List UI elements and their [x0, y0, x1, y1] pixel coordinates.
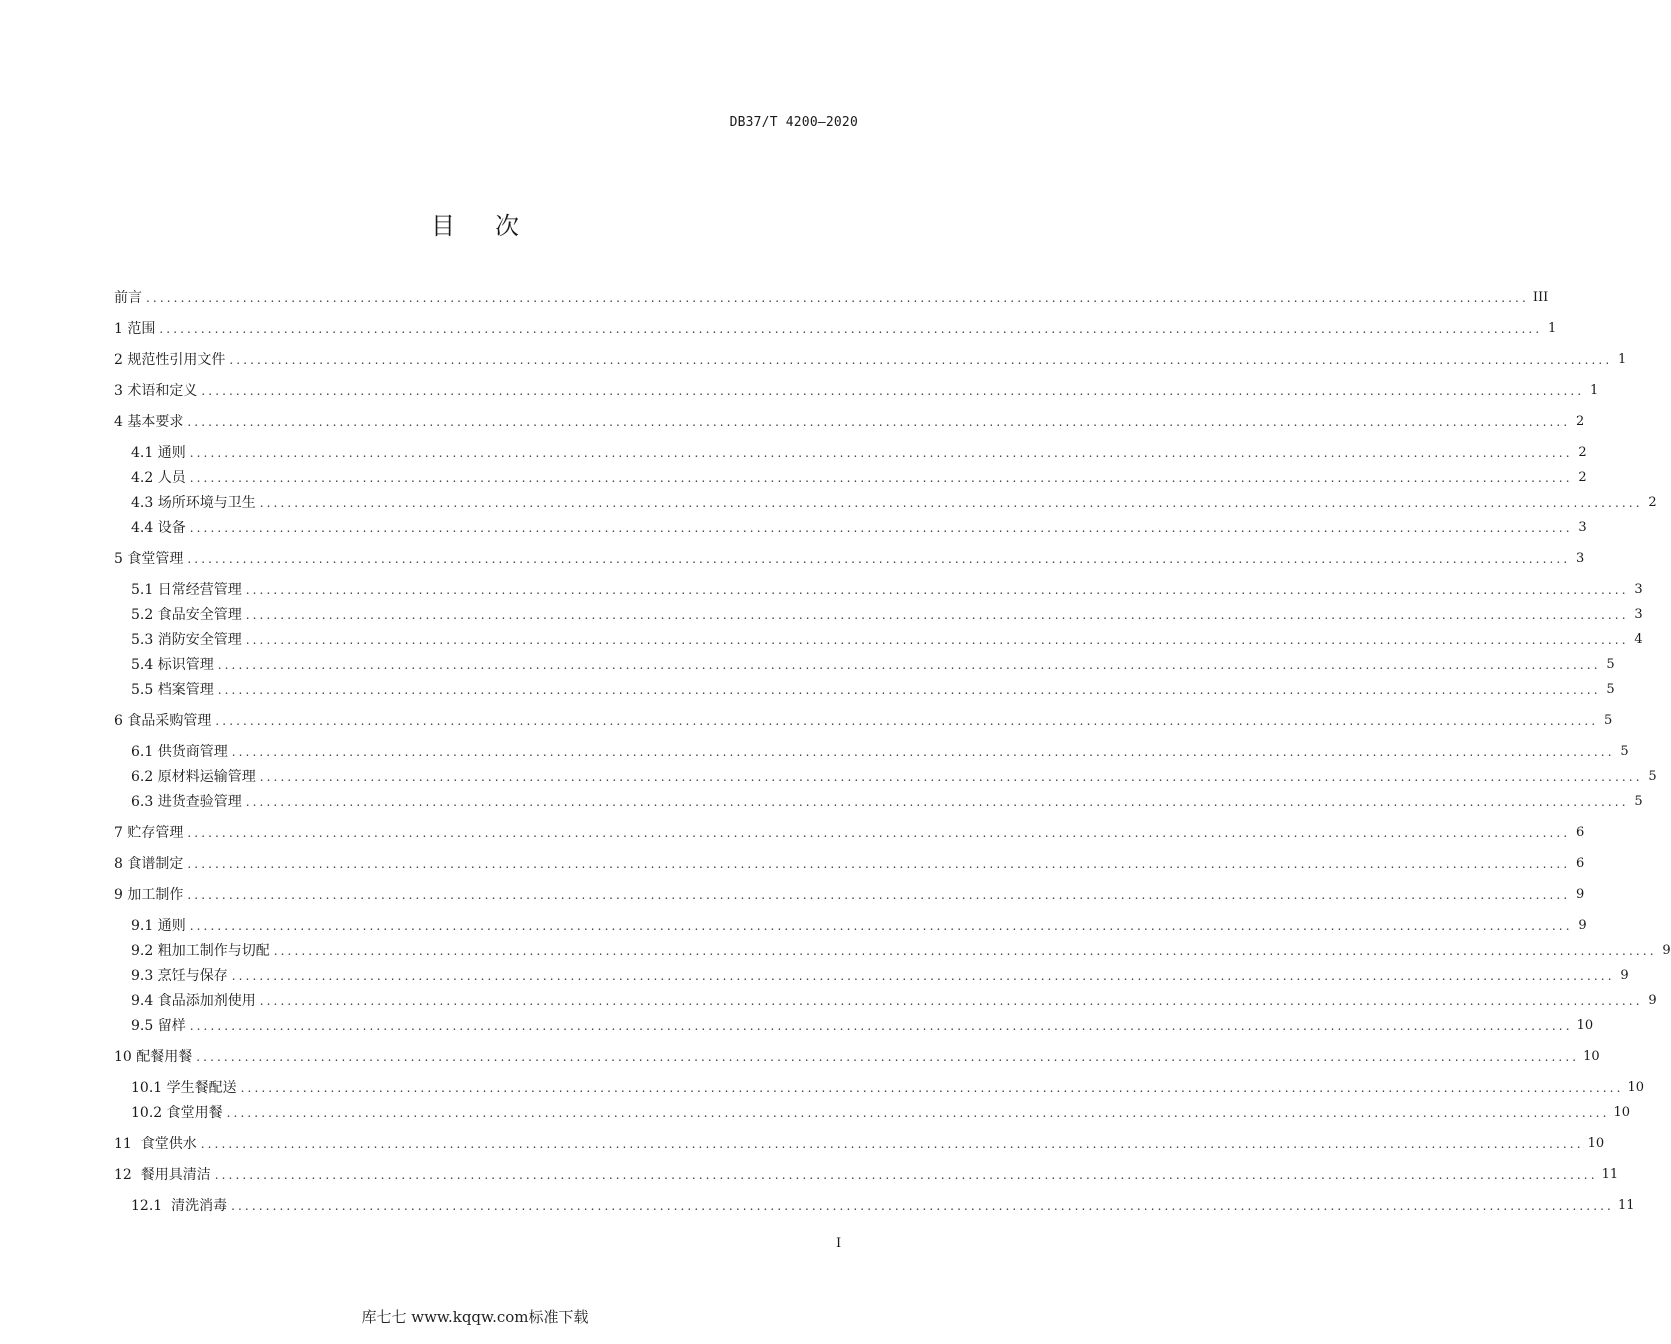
toc-entry[interactable] [131, 1103, 1631, 1123]
toc-entry[interactable] [131, 767, 1657, 787]
toc-entry-label: 4.4 设备 [131, 520, 186, 536]
footer-watermark: 库七七 www.kqqw.com标准下载 [361, 1308, 589, 1326]
toc-entry-page: 9 [1575, 887, 1585, 902]
toc-leader-dots: ........................................................................................................................................................................................................ [229, 353, 1613, 367]
toc-entry[interactable] [131, 655, 1615, 675]
toc-entry[interactable] [114, 1047, 1600, 1067]
toc-entry-label: 8 食谱制定 [114, 856, 184, 872]
toc-entry-label: 5.5 档案管理 [131, 682, 214, 698]
toc-entry-label: 10 配餐用餐 [114, 1049, 193, 1065]
toc-entry[interactable] [131, 493, 1657, 513]
toc-entry[interactable] [114, 1165, 1619, 1185]
toc-entry-page: 5 [1606, 657, 1615, 672]
toc-leader-dots: ........................................................................................................................................................................................................ [217, 658, 1601, 672]
toc-entry[interactable] [131, 605, 1643, 625]
toc-entry-label: 5.4 标识管理 [131, 657, 214, 673]
toc-entry[interactable] [114, 885, 1585, 905]
toc-leader-dots: ........................................................................................................................................................................................................ [196, 1050, 1580, 1064]
toc-leader-dots: ........................................................................................................................................................................................................ [200, 1137, 1584, 1151]
toc-entry-page: 1 [1589, 383, 1599, 398]
toc-leader-dots: ........................................................................................................................................................................................................ [245, 795, 1629, 809]
toc-entry-page: 4 [1634, 632, 1643, 647]
toc-entry-label: 10.1 学生餐配送 [131, 1080, 237, 1096]
toc-entry-label: 9.2 粗加工制作与切配 [131, 943, 270, 959]
toc-entry-page: 10 [1583, 1049, 1600, 1064]
toc-leader-dots: ........................................................................................................................................................................................................ [273, 944, 1657, 958]
toc-entry-label: 11 食堂供水 [114, 1136, 197, 1152]
toc-entry-page: 10 [1576, 1018, 1594, 1033]
toc-entry[interactable] [131, 518, 1587, 538]
toc-entry-label: 6 食品采购管理 [114, 713, 212, 729]
toc-leader-dots: ........................................................................................................................................................................................................ [231, 969, 1615, 983]
page-number: I [836, 1236, 842, 1251]
toc-entry[interactable] [131, 1078, 1645, 1098]
toc-leader-dots: ........................................................................................................................................................................................................ [187, 552, 1571, 566]
toc-entry[interactable] [114, 549, 1585, 569]
toc-leader-dots: ........................................................................................................................................................................................................ [187, 888, 1571, 902]
toc-entry-page: 5 [1603, 713, 1613, 728]
toc-entry[interactable] [131, 1016, 1594, 1036]
toc-leader-dots: ........................................................................................................................................................................................................ [189, 521, 1573, 535]
toc-entry-label: 9.5 留样 [131, 1018, 186, 1034]
toc-entry-page: 3 [1634, 582, 1643, 597]
toc-leader-dots: ........................................................................................................................................................................................................ [259, 496, 1643, 510]
toc-entry-label: 3 术语和定义 [114, 383, 198, 399]
toc-leader-dots: ........................................................................................................................................................................................................ [245, 633, 1629, 647]
toc-entry-page: 3 [1634, 607, 1643, 622]
toc-leader-dots: ........................................................................................................................................................................................................ [189, 919, 1573, 933]
toc-entry-label: 5 食堂管理 [114, 551, 184, 567]
toc-leader-dots: ........................................................................................................................................................................................................ [187, 857, 1571, 871]
toc-entry[interactable] [131, 742, 1629, 762]
toc-leader-dots: ........................................................................................................................................................................................................ [189, 471, 1573, 485]
toc-entry-page: 1 [1617, 352, 1627, 367]
toc-entry-page: 5 [1606, 682, 1615, 697]
toc-entry-page: 10 [1627, 1080, 1645, 1095]
toc-entry-page: 2 [1578, 470, 1587, 485]
toc-entry[interactable] [131, 941, 1671, 961]
toc-entry-label: 9 加工制作 [114, 887, 184, 903]
toc-leader-dots: ........................................................................................................................................................................................................ [259, 770, 1643, 784]
toc-leader-dots: ........................................................................................................................................................................................................ [259, 994, 1643, 1008]
toc-entry[interactable] [114, 823, 1585, 843]
toc-entry-label: 7 贮存管理 [114, 825, 184, 841]
toc-entry[interactable] [131, 966, 1629, 986]
toc-entry[interactable] [114, 854, 1585, 874]
toc-leader-dots: ........................................................................................................................................................................................................ [245, 583, 1629, 597]
toc-entry[interactable] [131, 680, 1615, 700]
toc-entry[interactable] [114, 412, 1585, 432]
toc-entry[interactable] [131, 580, 1643, 600]
toc-entry-page: 6 [1575, 856, 1585, 871]
toc-entry-label: 4.1 通则 [131, 445, 186, 461]
toc-leader-dots: ........................................................................................................................................................................................................ [240, 1081, 1624, 1095]
toc-entry-label: 6.2 原材料运输管理 [131, 769, 256, 785]
toc-entry[interactable] [114, 288, 1549, 308]
toc-entry-label: 9.4 食品添加剂使用 [131, 993, 256, 1009]
toc-entry-label: 5.2 食品安全管理 [131, 607, 242, 623]
toc-entry-page: 9 [1648, 993, 1657, 1008]
toc-entry[interactable] [114, 711, 1613, 731]
toc-entry-page: 2 [1578, 445, 1587, 460]
toc-leader-dots: ........................................................................................................................................................................................................ [189, 446, 1573, 460]
toc-leader-dots: ........................................................................................................................................................................................................ [187, 415, 1571, 429]
toc-entry[interactable] [131, 1196, 1635, 1216]
toc-entry[interactable] [114, 350, 1627, 370]
toc-entry-page: 6 [1575, 825, 1585, 840]
toc-leader-dots: ........................................................................................................................................................................................................ [201, 384, 1585, 398]
toc-entry-label: 9.3 烹饪与保存 [131, 968, 228, 984]
toc-entry[interactable] [131, 792, 1643, 812]
toc-entry[interactable] [131, 991, 1657, 1011]
toc-entry-label: 4.3 场所环境与卫生 [131, 495, 256, 511]
toc-leader-dots: ........................................................................................................................................................................................................ [159, 322, 1543, 336]
toc-entry[interactable] [131, 630, 1643, 650]
toc-entry-label: 6.1 供货商管理 [131, 744, 228, 760]
toc-entry-page: 3 [1578, 520, 1587, 535]
toc-entry-page: 5 [1620, 744, 1629, 759]
toc-entry-label: 12 餐用具清洁 [114, 1167, 211, 1183]
toc-entry-page: 9 [1578, 918, 1587, 933]
toc-leader-dots: ........................................................................................................................................................................................................ [231, 1199, 1614, 1213]
toc-leader-dots: ........................................................................................................................................................................................................ [226, 1106, 1610, 1120]
toc-entry-page: III [1532, 290, 1549, 305]
toc-entry-label: 4.2 人员 [131, 470, 186, 486]
toc-entry-page: 5 [1648, 769, 1657, 784]
toc-entry-label: 9.1 通则 [131, 918, 186, 934]
toc-entry-label: 6.3 进货查验管理 [131, 794, 242, 810]
toc-leader-dots: ........................................................................................................................................................................................................ [245, 608, 1629, 622]
toc-entry[interactable] [131, 468, 1587, 488]
toc-entry[interactable] [114, 381, 1599, 401]
toc-entry-page: 1 [1547, 321, 1557, 336]
toc-entry-page: 9 [1662, 943, 1671, 958]
toc-leader-dots: ........................................................................................................................................................................................................ [189, 1019, 1573, 1033]
toc-leader-dots: ........................................................................................................................................................................................................ [146, 291, 1529, 305]
document-code: DB37/T 4200—2020 [729, 115, 858, 130]
toc-entry-label: 5.3 消防安全管理 [131, 632, 242, 648]
toc-entry[interactable] [131, 916, 1587, 936]
toc-entry-label: 1 范围 [114, 321, 156, 337]
toc-entry[interactable] [114, 1134, 1605, 1154]
toc-entry-label: 2 规范性引用文件 [114, 352, 226, 368]
toc-entry-label: 12.1 清洗消毒 [131, 1198, 228, 1214]
toc-entry-page: 2 [1648, 495, 1657, 510]
toc-leader-dots: ........................................................................................................................................................................................................ [217, 683, 1601, 697]
toc-entry-page: 2 [1575, 414, 1585, 429]
toc-entry-label: 4 基本要求 [114, 414, 184, 430]
toc-entry-page: 9 [1620, 968, 1629, 983]
toc-leader-dots: ........................................................................................................................................................................................................ [215, 714, 1599, 728]
toc-leader-dots: ........................................................................................................................................................................................................ [187, 826, 1571, 840]
toc-leader-dots: ........................................................................................................................................................................................................ [231, 745, 1615, 759]
toc-entry-label: 5.1 日常经营管理 [131, 582, 242, 598]
toc-entry-page: 10 [1613, 1105, 1631, 1120]
toc-entry-label: 前言 [114, 290, 142, 306]
toc-entry[interactable] [114, 319, 1557, 339]
toc-entry-page: 11 [1617, 1198, 1635, 1213]
toc-entry-page: 3 [1575, 551, 1585, 566]
toc-entry-label: 10.2 食堂用餐 [131, 1105, 223, 1121]
toc-entry-page: 10 [1587, 1136, 1605, 1151]
toc-entry-page: 5 [1634, 794, 1643, 809]
toc-title: 目次 [431, 212, 559, 240]
toc-entry-page: 11 [1601, 1167, 1619, 1182]
toc-entry[interactable] [131, 443, 1587, 463]
toc-leader-dots: ........................................................................................................................................................................................................ [214, 1168, 1598, 1182]
